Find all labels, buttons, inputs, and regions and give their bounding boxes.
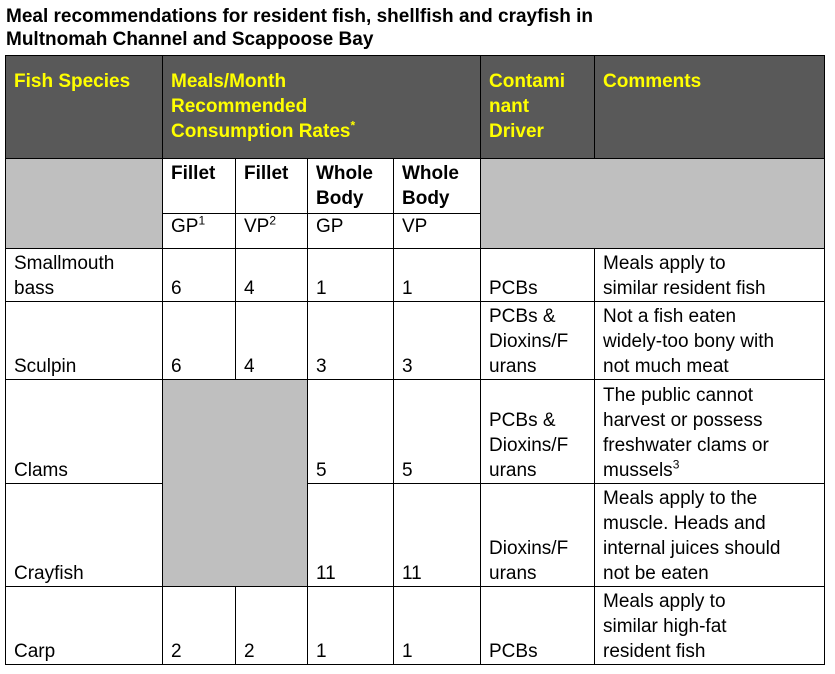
fillet-gp-cell: 2 <box>163 587 236 665</box>
header-row <box>6 56 825 159</box>
fillet-gp-cell: 6 <box>163 249 236 302</box>
title-line-2: Multnomah Channel and Scappoose Bay <box>6 29 374 50</box>
fillet-vp-cell: 4 <box>236 249 308 302</box>
species-cell: Carp <box>6 587 163 665</box>
whole-gp-cell: 11 <box>308 484 394 587</box>
fillet-vp-cell: 4 <box>236 302 308 380</box>
header-fish-species: Fish Species <box>6 56 163 159</box>
species-cell: Clams <box>6 380 163 484</box>
comment-cell: Meals apply to similar high-fat resident fish <box>595 587 825 665</box>
fillet-gp-cell: 6 <box>163 302 236 380</box>
comment-cell: Not a fish eaten widely-too bony with not much meat <box>595 302 825 380</box>
subheader-blank-right <box>481 159 825 249</box>
meal-recommendations-table <box>5 55 825 665</box>
table-row <box>6 484 825 587</box>
header-contaminant-driver: Contami nant Driver <box>481 56 595 159</box>
whole-vp-cell: 5 <box>394 380 481 484</box>
subheader-vp: VP <box>394 214 481 249</box>
comment-cell: Meals apply to similar resident fish <box>595 249 825 302</box>
driver-cell: PCBs <box>481 587 595 665</box>
subheader-fillet-2: Fillet <box>236 159 308 214</box>
subheader-fillet-1: Fillet <box>163 159 236 214</box>
whole-gp-cell: 5 <box>308 380 394 484</box>
whole-gp-cell: 1 <box>308 249 394 302</box>
fillet-not-applicable <box>163 380 308 587</box>
whole-vp-cell: 11 <box>394 484 481 587</box>
species-cell: Sculpin <box>6 302 163 380</box>
table-row <box>6 302 825 380</box>
subheader-row-portion <box>6 159 825 214</box>
driver-cell: Dioxins/F urans <box>481 484 595 587</box>
whole-vp-cell: 3 <box>394 302 481 380</box>
subheader-gp: GP <box>308 214 394 249</box>
species-cell: Smallmouth bass <box>6 249 163 302</box>
fillet-vp-cell: 2 <box>236 587 308 665</box>
comment-cell: The public cannot harvest or possess freshwater clams or mussels$^3$ <box>595 380 825 484</box>
footnote-3: 3 <box>672 457 680 472</box>
header-comments: Comments <box>595 56 825 159</box>
subheader-whole-body-1: Whole Body <box>308 159 394 214</box>
title-line-1: Meal recommendations for resident fish, shellfish and crayfish in <box>6 6 594 27</box>
whole-vp-cell: 1 <box>394 249 481 302</box>
driver-cell: PCBs & Dioxins/F urans <box>481 302 595 380</box>
whole-vp-cell: 1 <box>394 587 481 665</box>
header-meals-month: Meals/Month Recommended Consumption Rates* <box>163 56 481 159</box>
table-row <box>6 380 825 484</box>
subheader-whole-body-2: Whole Body <box>394 159 481 214</box>
table-row <box>6 249 825 302</box>
whole-gp-cell: 3 <box>308 302 394 380</box>
subheader-gp-1: $GP^1$ <box>163 214 236 249</box>
comment-cell: Meals apply to the muscle. Heads and internal juices should not be eaten <box>595 484 825 587</box>
asterisk-footnote: * <box>350 118 356 133</box>
driver-cell: PCBs & Dioxins/F urans <box>481 380 595 484</box>
whole-gp-cell: 1 <box>308 587 394 665</box>
subheader-blank-left <box>6 159 163 249</box>
document-title <box>6 5 826 51</box>
subheader-vp-2: $VP^2$ <box>236 214 308 249</box>
species-cell: Crayfish <box>6 484 163 587</box>
driver-cell: PCBs <box>481 249 595 302</box>
table-row <box>6 587 825 665</box>
